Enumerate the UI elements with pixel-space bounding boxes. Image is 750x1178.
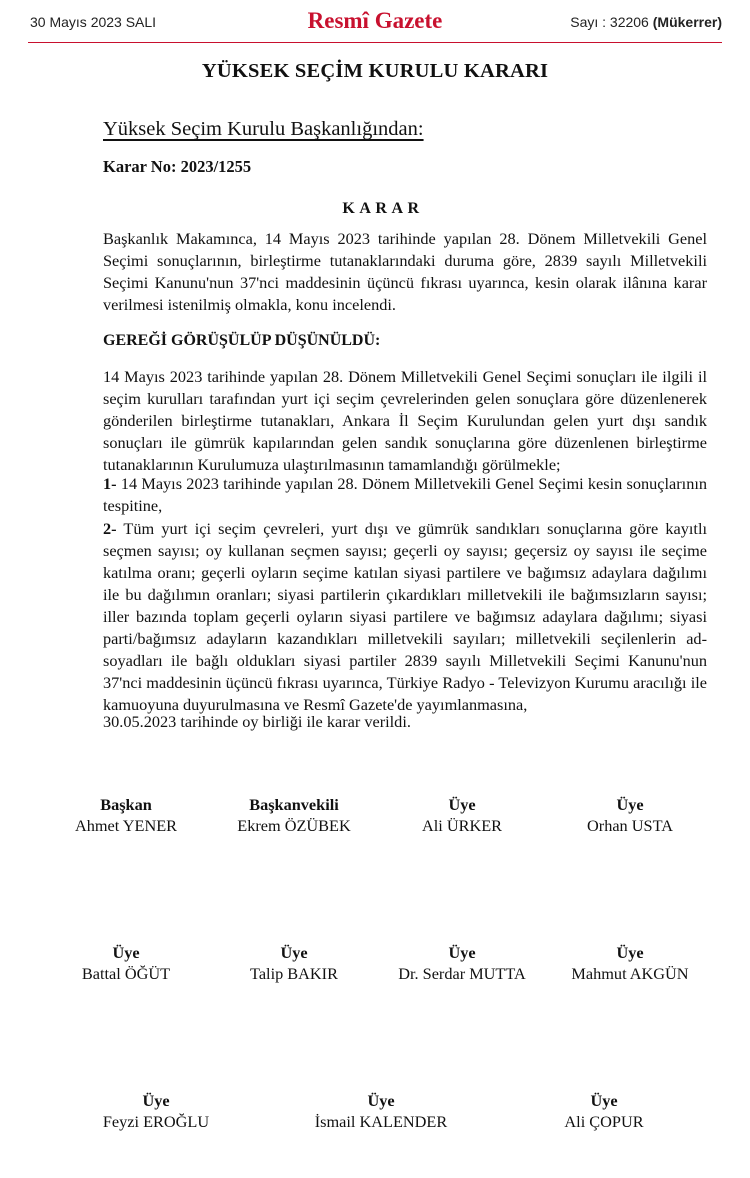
body-text: 14 Mayıs 2023 tarihinde yapılan 28. Dönem Milletvekili Genel Seçimi sonuçları ile ilgili il seçim kurulları tarafından yurt içi seçim çevrelerinden gelen sonuçlara göre düzenlenerek gönderilen birleştirme tutanakları, Ankara İl Seçim Kurulundan gelen yurt dışı sandık sonuçları ile gümrük kapılarından gelen sandık sonuçlarına göre düzenlenen birleştirme tutanaklarının Kurulumuza ulaştırılmasının tamamlandığı görülmekle; xyxy=(103,367,707,474)
signatory-name: Battal ÖĞÜT xyxy=(81,964,171,983)
issue-suffix: (Mükerrer) xyxy=(652,14,722,30)
issuing-office: Yüksek Seçim Kurulu Başkanlığından: xyxy=(103,118,424,140)
intro-paragraph xyxy=(103,228,707,316)
header-divider xyxy=(28,42,722,43)
item-2 xyxy=(103,518,707,716)
signatory xyxy=(377,794,547,836)
signatory-role: Üye xyxy=(616,795,644,814)
signatory-role: Başkanvekili xyxy=(249,795,339,814)
gazette-title: Resmî Gazete xyxy=(307,8,443,33)
signatory xyxy=(209,942,379,984)
signatory xyxy=(545,942,715,984)
closing-line xyxy=(103,711,707,733)
item-1-text: 14 Mayıs 2023 tarihinde yapılan 28. Dönem Milletvekili Genel Seçimi kesin sonuçlarının tespitine, xyxy=(103,474,707,515)
signatory-role: Üye xyxy=(142,1091,170,1110)
signatory-role: Üye xyxy=(448,943,476,962)
signatory-name: Mahmut AKGÜN xyxy=(571,964,689,983)
signatory-role: Başkan xyxy=(100,795,152,814)
signatory-name: Ali ÜRKER xyxy=(421,816,503,835)
signatory xyxy=(209,794,379,836)
signatory-role: Üye xyxy=(616,943,644,962)
signatory-role: Üye xyxy=(367,1091,395,1110)
signatory-name: Ahmet YENER xyxy=(74,816,178,835)
item-1 xyxy=(103,473,707,517)
deliberation-heading: GEREĞİ GÖRÜŞÜLÜP DÜŞÜNÜLDÜ: xyxy=(103,332,381,349)
signatory-name: İsmail KALENDER xyxy=(314,1112,448,1131)
signatory-role: Üye xyxy=(590,1091,618,1110)
signatory xyxy=(519,1090,689,1132)
document-title: YÜKSEK SEÇİM KURULU KARARI xyxy=(201,60,549,82)
signatory-role: Üye xyxy=(112,943,140,962)
signatory-name: Talip BAKIR xyxy=(250,964,338,983)
decision-number: Karar No: 2023/1255 xyxy=(103,157,252,176)
signatory xyxy=(41,794,211,836)
header-date: 30 Mayıs 2023 SALI xyxy=(30,14,157,30)
intro-text: Başkanlık Makamınca, 14 Mayıs 2023 tarihinde yapılan 28. Dönem Milletvekili Genel Seçimi sonuçlarının, birleştirme tutanaklarındaki duruma göre, 2839 sayılı Milletvekili Seçimi Kanunu'nun 37'nci maddesinin üçüncü fıkrası uyarınca, kesin olarak ilânına karar verilmesi istenilmiş olmakla, konu incelendi. xyxy=(103,229,707,314)
signatory-name: Feyzi EROĞLU xyxy=(102,1112,210,1131)
signatory-role: Üye xyxy=(448,795,476,814)
signatory-role: Üye xyxy=(280,943,308,962)
signatory-name: Dr. Serdar MUTTA xyxy=(398,964,526,983)
item-1-number: 1- xyxy=(103,474,117,493)
body-paragraph xyxy=(103,366,707,476)
signatory-name: Orhan USTA xyxy=(587,816,673,835)
karar-heading: KARAR xyxy=(342,200,424,217)
item-2-text: Tüm yurt içi seçim çevreleri, yurt dışı ve gümrük sandıkları sonuçlarına göre kayıtlı seçmen sayısı; oy kullanan seçmen sayısı; geçerli oy sayısı; geçersiz oy sayısı ile seçime katılma oranı; geçerli oyların seçime katılan siyasi partilere ve bağımsız adaylara dağılımı ile bu dağılımın oranları; siyasi partilerin çıkardıkları milletvekili ile bağımsızların sayısı; iller bazında toplam geçerli oyların siyasi partilere ve bağımsız adaylara dağılımı; siyasi parti/bağımsız adayların kazandıkları milletvekili sayıları; milletvekili seçilenlerin ad-soyadları ile bağlı oldukları siyasi partiler 2839 sayılı Milletvekili Seçimi Kanunu'nun 37'nci maddesinin üçüncü fıkrası uyarınca, Türkiye Radyo - Televizyon Kurumu aracılığı ile kamuoyuna duyurulmasına ve Resmî Gazete'de yayımlanmasına, xyxy=(103,519,707,714)
header-issue xyxy=(570,14,722,30)
issue-number: Sayı : 32206 xyxy=(570,14,649,30)
item-2-number: 2- xyxy=(103,519,117,538)
closing-text: 30.05.2023 tarihinde oy birliği ile karar verildi. xyxy=(103,712,411,731)
signatory xyxy=(545,794,715,836)
signatory xyxy=(41,942,211,984)
signatory xyxy=(71,1090,241,1132)
signatory xyxy=(296,1090,466,1132)
signatory-name: Ekrem ÖZÜBEK xyxy=(237,816,351,835)
gazette-header xyxy=(0,0,750,44)
signatory-name: Ali ÇOPUR xyxy=(564,1112,644,1131)
signatory xyxy=(377,942,547,984)
